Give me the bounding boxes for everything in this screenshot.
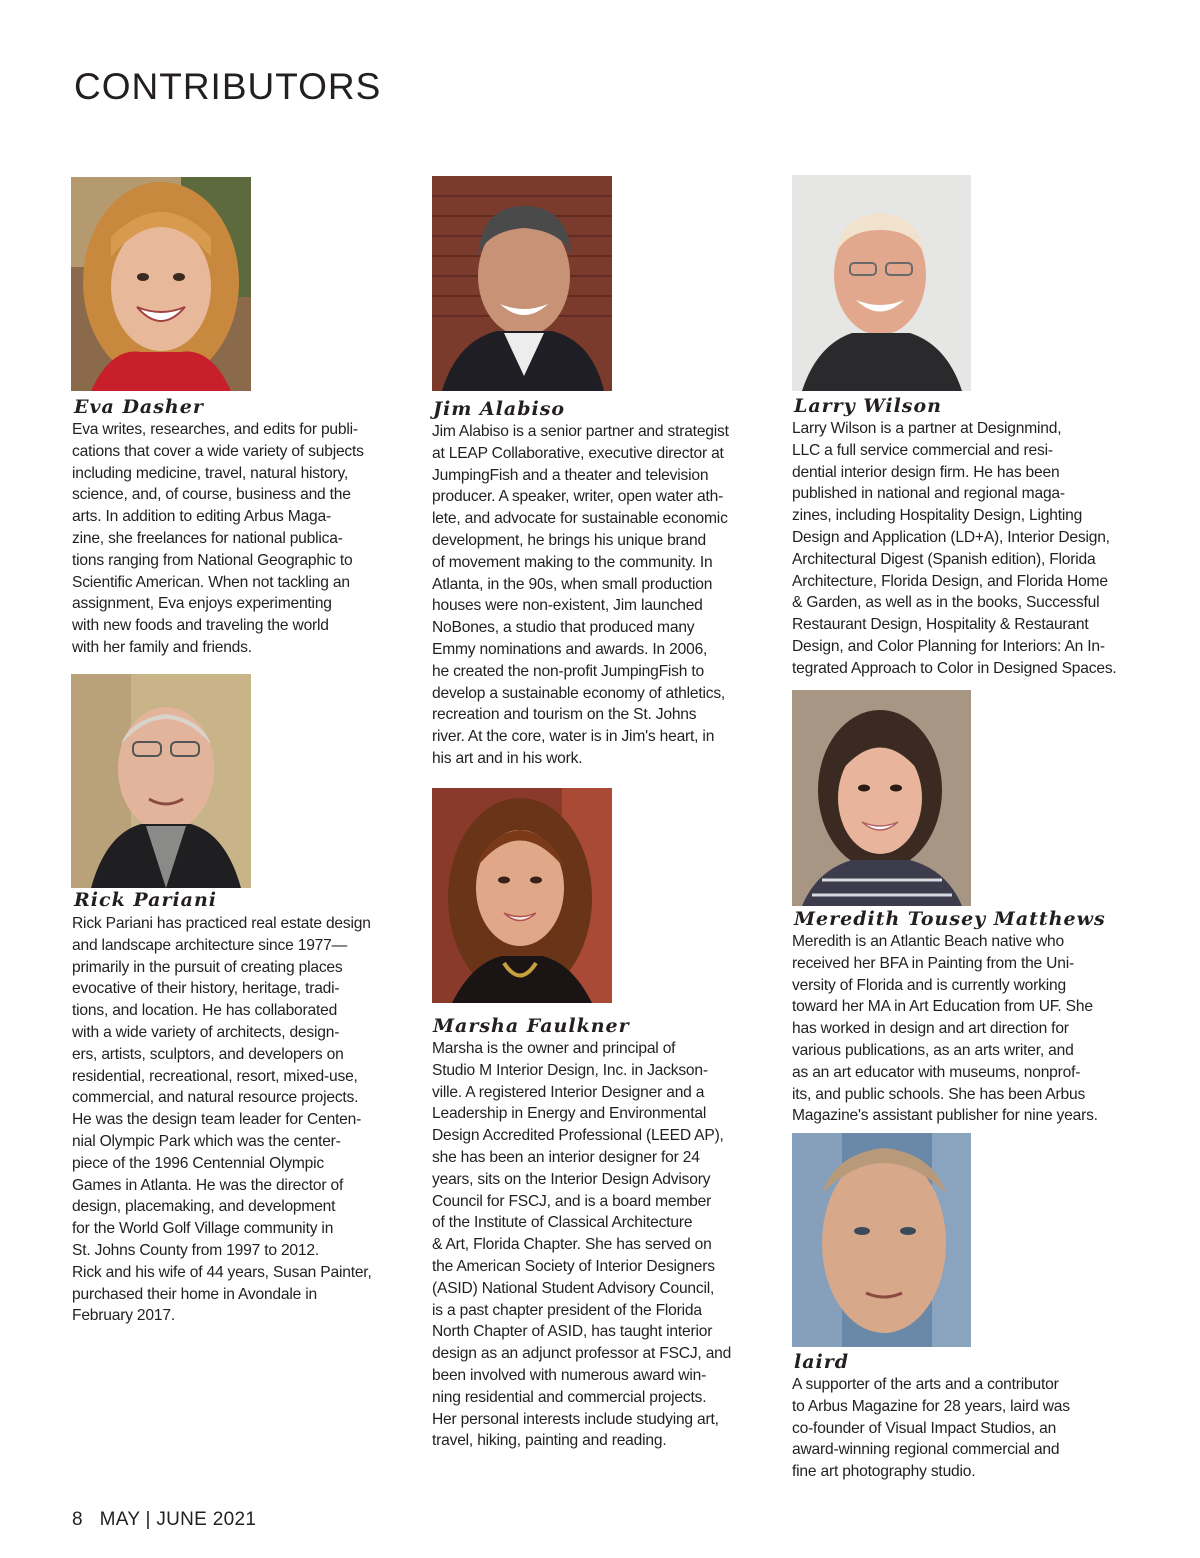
bio-line: Games in Atlanta. He was the director of	[72, 1176, 344, 1194]
rick-pariani-photo	[71, 674, 251, 888]
issue-date: MAY | JUNE 2021	[99, 1509, 257, 1530]
laird-name: laird	[794, 1351, 850, 1373]
bio-line: (ASID) National Student Advisory Council,	[432, 1279, 715, 1297]
bio-line: dential interior design firm. He has been	[792, 463, 1060, 481]
bio-line: of the Institute of Classical Architecture	[432, 1214, 693, 1232]
bio-line: with her family and friends.	[72, 638, 252, 656]
bio-line: February 2017.	[72, 1307, 175, 1325]
bio-line: received her BFA in Painting from the Uni-	[792, 954, 1074, 972]
larry-wilson-name: Larry Wilson	[794, 395, 942, 417]
bio-line: Design, and Color Planning for Interiors: An In-	[792, 637, 1105, 655]
bio-line: Design and Application (LD+A), Interior Design,	[792, 528, 1110, 546]
bio-line: primarily in the pursuit of creating places	[72, 958, 343, 976]
bio-line: Rick and his wife of 44 years, Susan Painter,	[72, 1263, 372, 1281]
jim-alabiso-name: Jim Alabiso	[433, 398, 566, 420]
bio-line: the American Society of Interior Designers	[432, 1257, 715, 1275]
rick-pariani-bio	[72, 913, 412, 1327]
page-title: CONTRIBUTORS	[74, 66, 382, 107]
bio-line: she has been an interior designer for 24	[432, 1148, 700, 1166]
bio-line: to Arbus Magazine for 28 years, laird was	[792, 1397, 1070, 1415]
bio-line: Magazine's assistant publisher for nine years.	[792, 1107, 1098, 1125]
bio-line: and landscape architecture since 1977—	[72, 936, 347, 954]
bio-line: North Chapter of ASID, has taught interior	[432, 1323, 713, 1341]
bio-line: cations that cover a wide variety of subjects	[72, 442, 364, 460]
laird-bio	[792, 1374, 1137, 1483]
bio-line: river. At the core, water is in Jim's heart, in	[432, 728, 715, 746]
marsha-faulkner-bio	[432, 1038, 777, 1452]
bio-line: toward her MA in Art Education from UF. She	[792, 998, 1093, 1016]
bio-line: tions ranging from National Geographic to	[72, 551, 353, 569]
bio-line: recreation and tourism on the St. Johns	[432, 706, 697, 724]
bio-line: Emmy nominations and awards. In 2006,	[432, 640, 708, 658]
larry-wilson-bio	[792, 418, 1137, 680]
jim-alabiso-photo	[432, 176, 612, 391]
page-number: 8	[72, 1509, 83, 1530]
bio-line: development, he brings his unique brand	[432, 531, 706, 549]
bio-line: arts. In addition to editing Arbus Maga-	[72, 508, 331, 526]
bio-line: ning residential and commercial projects.	[432, 1388, 707, 1406]
bio-line: assignment, Eva enjoys experimenting	[72, 595, 332, 613]
bio-line: houses were non-existent, Jim launched	[432, 597, 703, 615]
bio-line: travel, hiking, painting and reading.	[432, 1432, 667, 1450]
bio-line: design, placemaking, and development	[72, 1198, 336, 1216]
bio-line: science, and, of course, business and the	[72, 486, 351, 504]
bio-line: Architecture, Florida Design, and Florida Home	[792, 572, 1108, 590]
bio-line: & Garden, as well as in the books, Successful	[792, 594, 1100, 612]
bio-line: for the World Golf Village community in	[72, 1220, 334, 1238]
bio-line: he created the non-profit JumpingFish to	[432, 662, 704, 680]
bio-line: tegrated Approach to Color in Designed Spaces.	[792, 659, 1117, 677]
bio-line: NoBones, a studio that produced many	[432, 619, 695, 637]
bio-line: Design Accredited Professional (LEED AP),	[432, 1127, 724, 1145]
bio-line: St. Johns County from 1997 to 2012.	[72, 1241, 319, 1259]
meredith-tousey-matthews-photo	[792, 690, 971, 906]
bio-line: Her personal interests include studying art,	[432, 1410, 719, 1428]
bio-line: Architectural Digest (Spanish edition), Florida	[792, 550, 1096, 568]
bio-line: tions, and location. He has collaborated	[72, 1002, 338, 1020]
bio-line: zine, she freelances for national publica-	[72, 529, 343, 547]
bio-line: JumpingFish and a theater and television	[432, 466, 709, 484]
bio-line: award-winning regional commercial and	[792, 1441, 1060, 1459]
bio-line: co-founder of Visual Impact Studios, an	[792, 1419, 1057, 1437]
bio-line: fine art photography studio.	[792, 1463, 976, 1481]
bio-line: been involved with numerous award win-	[432, 1366, 707, 1384]
bio-line: ville. A registered Interior Designer and a	[432, 1083, 705, 1101]
bio-line: & Art, Florida Chapter. She has served on	[432, 1236, 712, 1254]
bio-line: residential, recreational, resort, mixed-use,	[72, 1067, 358, 1085]
bio-line: He was the design team leader for Centen-	[72, 1111, 362, 1129]
bio-line: nial Olympic Park which was the center-	[72, 1132, 341, 1150]
bio-line: various publications, as an arts writer, and	[792, 1041, 1074, 1059]
bio-line: of movement making to the community. In	[432, 553, 713, 571]
bio-line: design as an adjunct professor at FSCJ, and	[432, 1345, 732, 1363]
bio-line: its, and public schools. She has been Arbus	[792, 1085, 1086, 1103]
meredith-tousey-matthews-name: Meredith Tousey Matthews	[794, 908, 1106, 930]
bio-line: versity of Florida and is currently working	[792, 976, 1066, 994]
bio-line: as an art educator with museums, nonprof-	[792, 1063, 1081, 1081]
bio-line: zines, including Hospitality Design, Lighting	[792, 507, 1083, 525]
bio-line: producer. A speaker, writer, open water ath-	[432, 488, 724, 506]
bio-line: purchased their home in Avondale in	[72, 1285, 317, 1303]
bio-line: Scientific American. When not tackling an	[72, 573, 350, 591]
larry-wilson-photo	[792, 175, 971, 391]
bio-line: Studio M Interior Design, Inc. in Jackson-	[432, 1061, 708, 1079]
bio-line: years, sits on the Interior Design Advisory	[432, 1170, 711, 1188]
rick-pariani-name: Rick Pariani	[74, 889, 218, 911]
bio-line: lete, and advocate for sustainable economic	[432, 510, 728, 528]
laird-photo	[792, 1133, 971, 1347]
bio-line: ers, artists, sculptors, and developers on	[72, 1045, 344, 1063]
bio-line: at LEAP Collaborative, executive director at	[432, 444, 724, 462]
eva-dasher-photo	[71, 177, 251, 391]
bio-line: LLC a full service commercial and resi-	[792, 441, 1053, 459]
bio-line: A supporter of the arts and a contributor	[792, 1376, 1059, 1393]
marsha-faulkner-photo	[432, 788, 612, 1003]
jim-alabiso-bio	[432, 421, 777, 770]
bio-line: has worked in design and art direction for	[792, 1020, 1069, 1038]
bio-line: including medicine, travel, natural history,	[72, 464, 349, 482]
bio-line: published in national and regional maga-	[792, 485, 1065, 503]
bio-line: develop a sustainable economy of athletics,	[432, 684, 726, 702]
bio-line: with a wide variety of architects, design-	[72, 1023, 340, 1041]
bio-line: Restaurant Design, Hospitality & Restaurant	[792, 616, 1089, 634]
bio-line: Larry Wilson is a partner at Designmind,	[792, 420, 1062, 437]
bio-line: with new foods and traveling the world	[72, 617, 329, 635]
bio-line: piece of the 1996 Centennial Olympic	[72, 1154, 324, 1172]
bio-line: Jim Alabiso is a senior partner and strategist	[432, 423, 729, 440]
bio-line: Leadership in Energy and Environmental	[432, 1105, 707, 1123]
bio-line: his art and in his work.	[432, 749, 583, 767]
bio-line: Rick Pariani has practiced real estate design	[72, 915, 371, 932]
bio-line: Marsha is the owner and principal of	[432, 1040, 676, 1057]
page-footer	[72, 1509, 256, 1531]
bio-line: Atlanta, in the 90s, when small production	[432, 575, 713, 593]
marsha-faulkner-name: Marsha Faulkner	[433, 1015, 630, 1037]
bio-line: Meredith is an Atlantic Beach native who	[792, 933, 1064, 950]
eva-dasher-name: Eva Dasher	[74, 396, 204, 418]
eva-dasher-bio	[72, 419, 412, 659]
bio-line: is a past chapter president of the Florida	[432, 1301, 702, 1319]
bio-line: evocative of their history, heritage, tradi-	[72, 980, 340, 998]
bio-line: Eva writes, researches, and edits for publi-	[72, 421, 358, 438]
bio-line: Council for FSCJ, and is a board member	[432, 1192, 712, 1210]
meredith-tousey-matthews-bio	[792, 931, 1137, 1127]
bio-line: commercial, and natural resource projects.	[72, 1089, 359, 1107]
